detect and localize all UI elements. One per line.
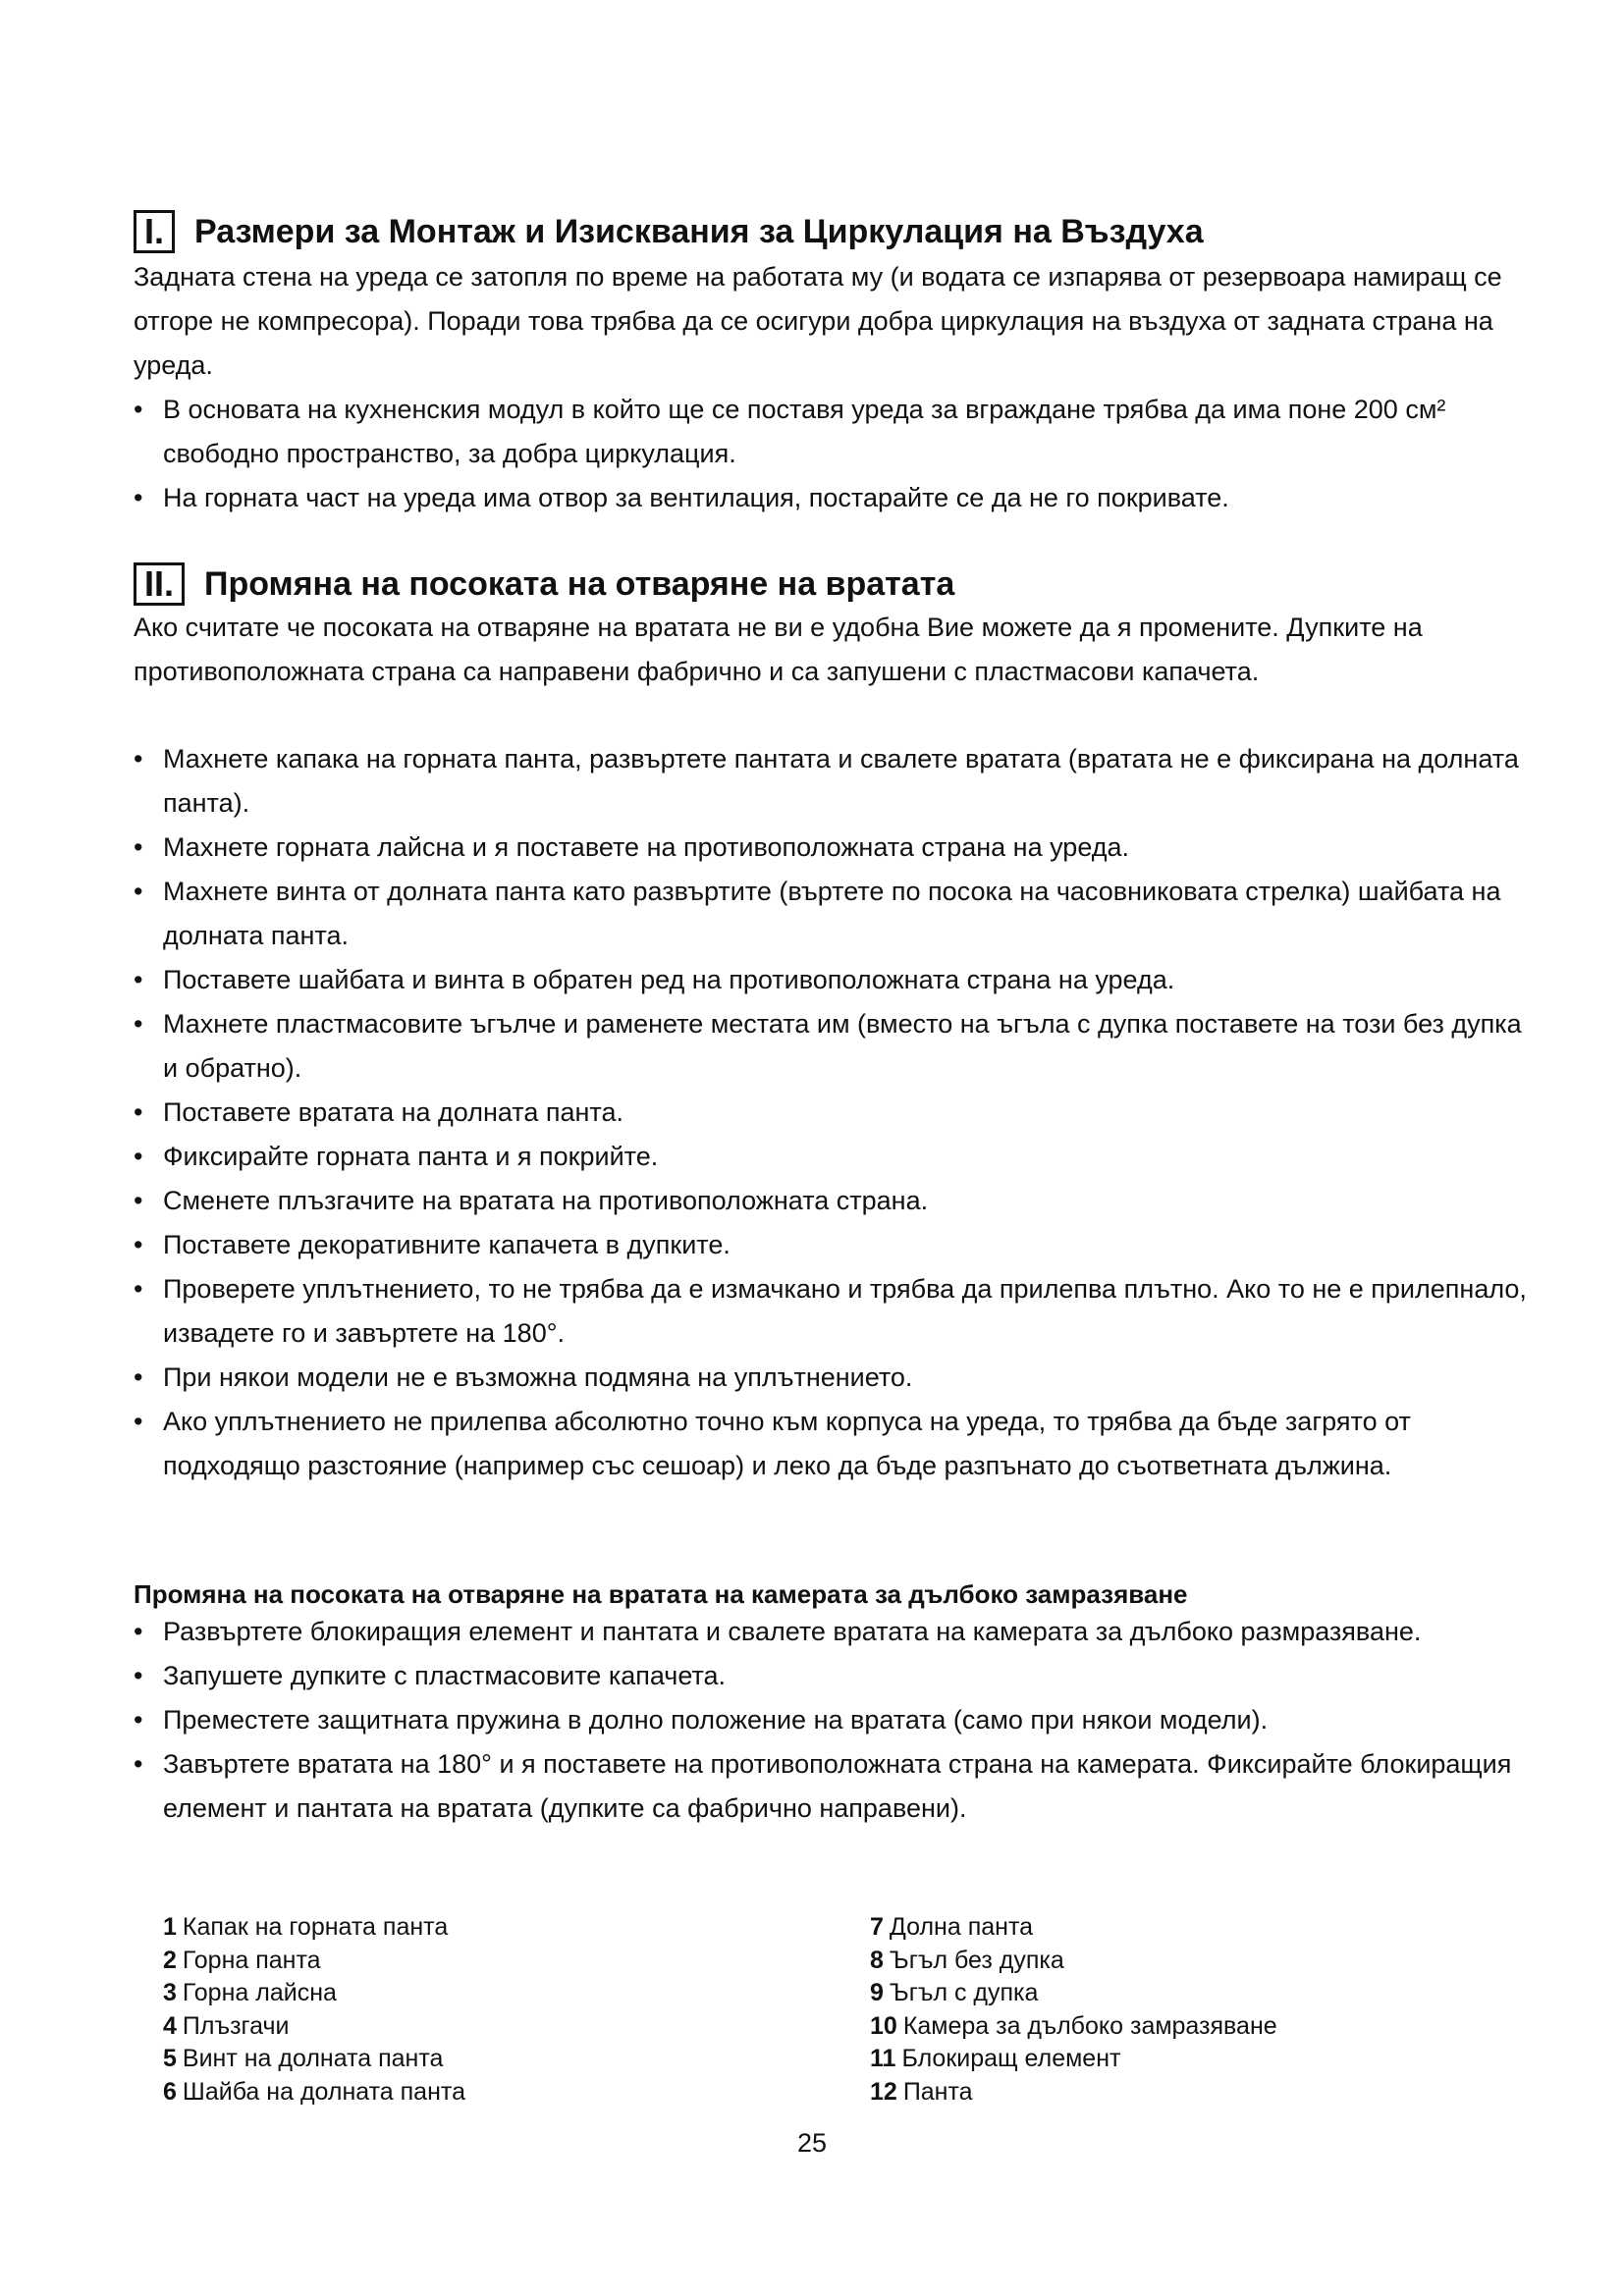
- legend-item: 4 Плъзгачи: [163, 2011, 290, 2040]
- legend-item: 1 Капак на горната панта: [163, 1913, 449, 1941]
- freezer-bullets: [134, 1610, 1528, 1831]
- freezer-subheading: Промяна на посоката на отваряне на вратата на камерата за дълбоко замразяване: [134, 1579, 1188, 1609]
- section-2-heading: [134, 562, 954, 606]
- list-item: • Развъртете блокиращия елемент и пантата и свалете вратата на камерата за дълбоко размразяване.: [134, 1617, 1422, 1646]
- legend-item: 12 Панта: [870, 2077, 973, 2106]
- legend-item: 6 Шайба на долната панта: [163, 2077, 465, 2106]
- list-item: • В основата на кухненския модул в който ще се поставя уреда за вграждане трябва да има поне 200 см² свободно пространство, за добра циркулация.: [134, 395, 1446, 468]
- legend-item: 10 Камера за дълбоко замразяване: [870, 2011, 1277, 2040]
- legend-item: 9 Ъгъл с дупка: [870, 1979, 1039, 2006]
- list-item: • Ако уплътнението не прилепва абсолютно точно към корпуса на уреда, то трябва да бъде загрято от подходящо разстояние (например със сешоар) и леко да бъде разпънато до съответната дължина.: [134, 1407, 1411, 1480]
- list-item: • Завъртете вратата на 180° и я поставете на противоположната страна на камерата. Фиксирайте блокиращия елемент и пантата на вратата (дупките са фабрично направени).: [134, 1749, 1512, 1823]
- section-1-number: I.: [134, 210, 175, 253]
- list-item: • Поставете шайбата и винта в обратен ред на противоположната страна на уреда.: [134, 965, 1175, 994]
- legend-item: 3 Горна лайсна: [163, 1979, 337, 2006]
- legend-item: 11 Блокиращ елемент: [870, 2045, 1121, 2072]
- list-item: • Махнете капака на горната панта, развъртете пантата и свалете вратата (вратата не е фиксирана на долната панта).: [134, 744, 1519, 818]
- section-1-title: Размери за Монтаж и Изисквания за Циркулация на Въздуха: [194, 213, 1204, 250]
- legend-item: 5 Винт на долната панта: [163, 2045, 444, 2072]
- list-item: • Махнете горната лайсна и я поставете на противоположната страна на уреда.: [134, 832, 1130, 862]
- list-item: • На горната част на уреда има отвор за вентилация, постарайте се да не го покривате.: [134, 483, 1229, 512]
- list-item: • Махнете пластмасовите ъгълче и раменете местата им (вместо на ъгъла с дупка поставете на този без дупка и обратно).: [134, 1009, 1522, 1083]
- section-1-bullets: [134, 388, 1528, 520]
- section-2-title: Промяна на посоката на отваряне на вратата: [204, 565, 955, 603]
- list-item: • Проверете уплътнението, то не трябва да е измачкано и трябва да прилепва плътно. Ако то не е прилепнало, извадете го и завъртете на 180°.: [134, 1274, 1527, 1348]
- list-item: • Поставете декоративните капачета в дупките.: [134, 1230, 731, 1259]
- legend-item: 2 Горна панта: [163, 1946, 321, 1974]
- section-1-heading: [134, 210, 1204, 253]
- section-2-bullets: [134, 737, 1528, 1488]
- parts-legend-left: [163, 1911, 465, 2109]
- parts-legend-right: [870, 1911, 1277, 2109]
- section-2-number: II.: [134, 562, 185, 606]
- section-1-intro: Задната стена на уреда се затопля по време на работата му (и водата се изпарява от резервоара намиращ се отгоре не компресора). Поради това трябва да се осигури добра циркулация на въздуха от задната страна на уреда.: [134, 262, 1502, 380]
- section-2-intro: Ако считате че посоката на отваряне на вратата не ви е удобна Вие можете да я промените. Дупките на противоположната страна са направени фабрично и са запушени с пластмасови капачета.: [134, 613, 1423, 686]
- list-item: • Сменете плъзгачите на вратата на противоположната страна.: [134, 1186, 929, 1215]
- page-number: 25: [796, 2128, 828, 2158]
- legend-item: 8 Ъгъл без дупка: [870, 1946, 1064, 1974]
- list-item: • При някои модели не е възможна подмяна на уплътнението.: [134, 1362, 913, 1392]
- list-item: • Преместете защитната пружина в долно положение на вратата (само при някои модели).: [134, 1705, 1269, 1735]
- list-item: • Поставете вратата на долната панта.: [134, 1097, 623, 1127]
- legend-item: 7 Долна панта: [870, 1913, 1034, 1941]
- list-item: • Запушете дупките с пластмасовите капачета.: [134, 1661, 727, 1690]
- list-item: • Фиксирайте горната панта и я покрийте.: [134, 1142, 659, 1171]
- list-item: • Махнете винта от долната панта като развъртите (въртете по посока на часовниковата стрелка) шайбата на долната панта.: [134, 877, 1501, 950]
